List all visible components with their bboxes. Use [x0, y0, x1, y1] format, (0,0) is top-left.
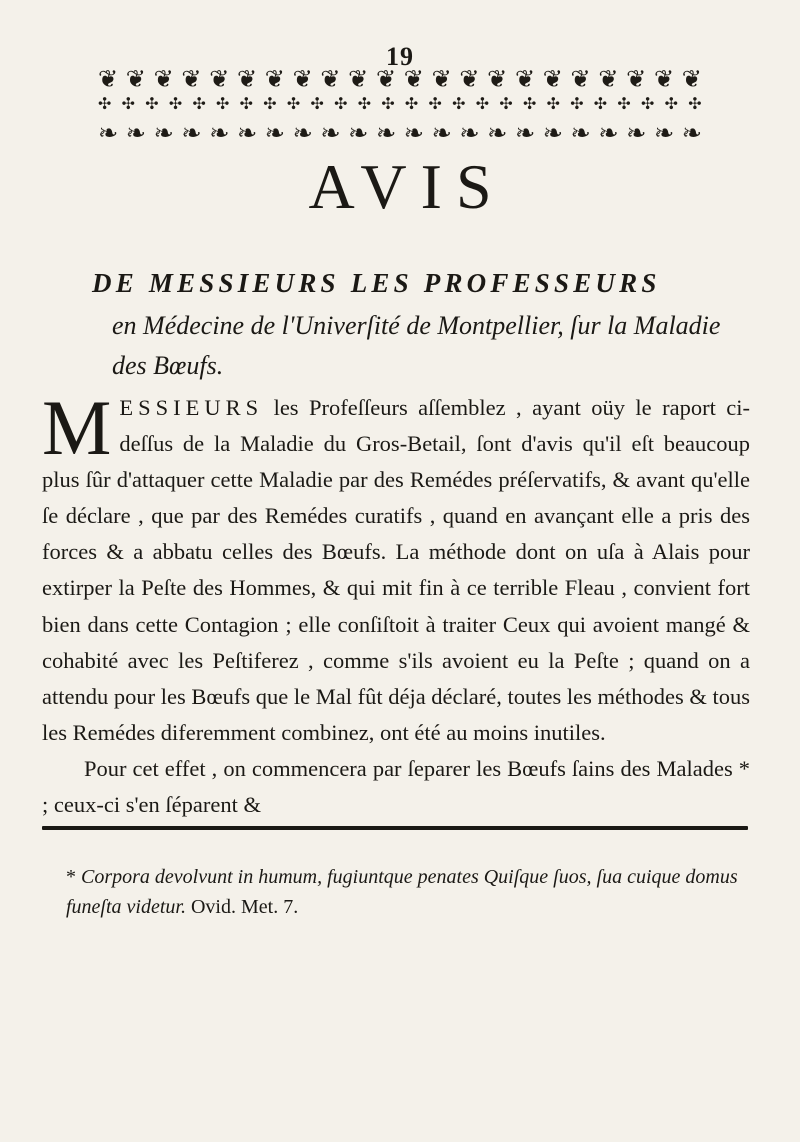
ornament-glyph: ❧ — [626, 120, 647, 146]
ornament-glyph: ❧ — [181, 120, 202, 146]
page-title: AVIS — [308, 151, 506, 222]
ornament-glyph: ✣ — [452, 94, 466, 113]
ornament-glyph: ✣ — [216, 94, 230, 113]
ornament-glyph: ❦ — [570, 66, 591, 92]
ornament-glyph: ❧ — [98, 120, 119, 146]
paragraph-2: Pour cet effet , on commencera par ſeparer les Bœufs ſains des Malades * ; ceux-ci s'en ſéparent & — [42, 755, 750, 818]
ornament-glyph: ❧ — [236, 120, 258, 146]
ornament-glyph: ✣ — [404, 94, 419, 113]
drop-cap: M — [42, 384, 112, 471]
ornament-glyph: ✣ — [570, 94, 584, 113]
ornament-glyph: ❧ — [570, 120, 591, 146]
ornament-glyph: ✣ — [688, 94, 702, 113]
ornament-glyph: ✣ — [334, 94, 348, 113]
ornament-glyph: ❧ — [292, 120, 313, 146]
ornament-glyph: ✣ — [664, 94, 679, 113]
ornament-glyph: ❦ — [598, 66, 619, 92]
ornament-glyph: ❦ — [236, 66, 258, 92]
ornament-glyph: ❦ — [264, 66, 285, 92]
ornament-glyph: ❧ — [125, 120, 146, 146]
ornament-glyph: ❧ — [598, 120, 619, 146]
ornament-glyph: ❧ — [153, 120, 174, 146]
ornament-glyph: ✣ — [192, 94, 206, 113]
ornament-glyph: ❧ — [403, 120, 424, 146]
footnote-divider — [42, 826, 748, 830]
ornament-glyph: ✣ — [593, 94, 608, 113]
subtitle-line-2: en Médecine de l'Univerſité de Montpellier, ſur la Maladie des Bœufs. — [112, 311, 721, 380]
ornament-glyph: ❦ — [681, 66, 702, 92]
ornament-glyph: ❦ — [487, 66, 508, 92]
ornament-glyph: ❦ — [292, 66, 313, 92]
ornament-glyph: ✣ — [121, 94, 136, 113]
ornament-row-middle — [98, 94, 702, 114]
ornament-row-bottom — [98, 120, 702, 146]
ornament-glyph: ✣ — [475, 94, 490, 113]
lead-word: ESSIEURS — [119, 395, 264, 420]
page-number: 19 — [386, 42, 414, 71]
footnote-text: Corpora devolvunt in humum, fugiuntque penates Quiſque ſuos, ſua cuique domus funeſta videtur. — [66, 866, 738, 918]
ornament-glyph: ✣ — [499, 94, 513, 113]
ornament-glyph: ❧ — [459, 120, 480, 146]
ornament-glyph: ✣ — [168, 94, 183, 113]
ornament-glyph: ❧ — [431, 120, 452, 146]
ornament-glyph: ❧ — [542, 120, 563, 146]
ornament-glyph: ❧ — [514, 120, 536, 146]
ornament-glyph: ✣ — [98, 94, 112, 113]
ornament-glyph: ❧ — [681, 120, 702, 146]
ornament-glyph: ❧ — [320, 120, 341, 146]
ornament-glyph: ✣ — [145, 94, 159, 113]
ornament-glyph: ❦ — [153, 66, 174, 92]
ornament-glyph: ✣ — [263, 94, 277, 113]
ornament-glyph: ❦ — [403, 66, 424, 92]
ornament-glyph: ✣ — [286, 94, 301, 113]
paragraph-1: les Profeſſeurs aſſemblez , ayant oüy le raport ci-deſſus de la Maladie du Gros-Betail, ſont d'avis qu'il eſt beaucoup plus ſûr d'attaquer cette Maladie par des Remédes préſervatifs, & avant qu'elle ſe déclare , que par des Remédes curatifs , quand en avançant elle a pris des forces & a abbatu celles des Bœufs. La méthode dont on uſa à Alais pour extirper la Peſte des Hommes, & qui mit fin à ce terrible Fleau , convient fort bien dans cette Contagion ; elle conſiſtoit à traiter Ceux qui avoient mangé & cohabité avec les Peſtiferez , comme s'ils avoient eu la Peſte ; quand on a attendu pour les Bœufs que le Mal fût déja déclaré, toutes les méthodes & tous les Remédes diferemment combinez, ont été au moins inutiles. — [42, 395, 750, 745]
header-ornament-band — [98, 62, 702, 152]
ornament-glyph: ✣ — [641, 94, 655, 113]
ornament-glyph: ❧ — [348, 120, 369, 146]
ornament-glyph: ❧ — [209, 120, 230, 146]
ornament-glyph: ❦ — [348, 66, 369, 92]
ornament-glyph: ✣ — [381, 94, 395, 113]
ornament-glyph: ❧ — [264, 120, 285, 146]
ornament-glyph: ❦ — [375, 66, 397, 92]
ornament-glyph: ❦ — [125, 66, 146, 92]
ornament-glyph: ❦ — [542, 66, 563, 92]
ornament-glyph: ❦ — [514, 66, 536, 92]
ornament-glyph: ❦ — [653, 66, 675, 92]
ornament-glyph: ✣ — [239, 94, 254, 113]
ornament-glyph: ✣ — [617, 94, 631, 113]
ornament-glyph: ❦ — [431, 66, 452, 92]
footnote-reference: Ovid. Met. 7. — [190, 896, 299, 918]
ornament-glyph: ✣ — [428, 94, 442, 113]
ornament-glyph: ❧ — [487, 120, 508, 146]
ornament-glyph: ✣ — [546, 94, 560, 113]
subtitle-line-1: DE MESSIEURS LES PROFESSEURS — [92, 268, 661, 298]
footnote — [66, 862, 766, 922]
ornament-row-top — [98, 66, 702, 92]
ornament-glyph: ✣ — [310, 94, 324, 113]
footnote-marker: * — [66, 866, 76, 888]
ornament-glyph: ❦ — [209, 66, 230, 92]
ornament-glyph: ✣ — [357, 94, 372, 113]
ornament-glyph: ❦ — [98, 66, 119, 92]
ornament-glyph: ❦ — [626, 66, 647, 92]
ornament-glyph: ❦ — [459, 66, 480, 92]
ornament-glyph: ❦ — [181, 66, 202, 92]
ornament-glyph: ❦ — [320, 66, 341, 92]
ornament-glyph: ✣ — [522, 94, 537, 113]
ornament-glyph: ❧ — [375, 120, 397, 146]
ornament-glyph: ❧ — [653, 120, 675, 146]
body-text — [42, 384, 750, 823]
